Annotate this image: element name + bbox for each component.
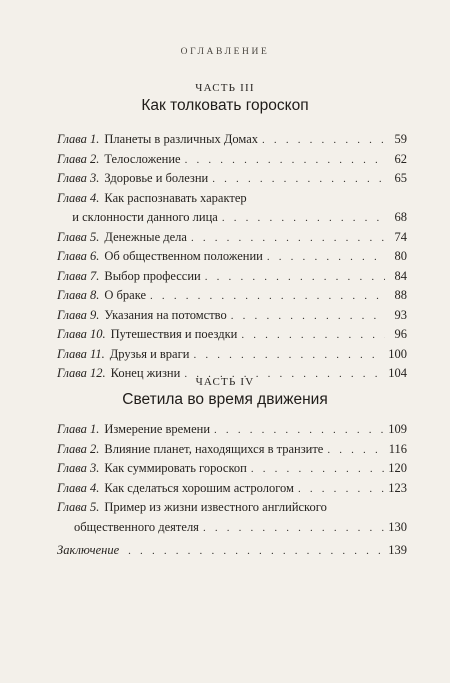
toc-entry[interactable] [57, 150, 407, 170]
leader-dots [205, 268, 385, 288]
toc-entry[interactable] [57, 518, 407, 538]
chapter-label: Глава 3. [57, 171, 100, 185]
toc-entry[interactable] [57, 286, 407, 306]
page-number: 109 [388, 422, 407, 436]
chapter-label: Глава 8. [57, 288, 100, 302]
chapter-title: Путешествия и поездки [110, 327, 238, 341]
part-4-label: ЧАСТЬ IV [195, 376, 255, 388]
chapter-label: Глава 4. [57, 480, 100, 495]
chapter-label: Глава 11. [57, 346, 105, 361]
page-number: 88 [394, 288, 407, 302]
leader-dots [193, 346, 384, 366]
page-number: 80 [394, 249, 407, 263]
chapter-title: Планеты в различных Домах [104, 132, 259, 146]
chapter-title: Как суммировать гороскоп [104, 461, 247, 475]
page-number: 139 [388, 543, 407, 557]
chapter-label: Глава 12. [57, 366, 106, 380]
chapter-label: Глава 5. [57, 229, 100, 244]
page-number: 120 [388, 461, 407, 475]
toc-entry[interactable] [57, 345, 407, 365]
toc-entry-conclusion[interactable] [57, 541, 407, 561]
leader-dots [191, 229, 385, 249]
leader-dots [267, 248, 385, 268]
page-number: 130 [388, 519, 407, 534]
chapter-title: Об общественном положении [104, 249, 263, 263]
page-number: 84 [394, 268, 407, 283]
chapter-title: Как сделаться хорошим астрологом [104, 480, 294, 495]
chapter-title: Выбор профессии [104, 268, 201, 283]
chapter-title: Денежные дела [104, 229, 187, 244]
page-number: 116 [388, 441, 407, 456]
toc-entry[interactable] [57, 479, 407, 499]
page-number: 74 [394, 229, 407, 244]
chapter-title: Телосложение [104, 151, 181, 166]
chapter-label: Глава 5. [57, 500, 100, 514]
chapter-label: Глава 10. [57, 327, 106, 341]
part-4-contents [57, 420, 407, 537]
chapter-title: Влияние планет, находящихся в транзите [104, 441, 324, 456]
leader-dots [251, 460, 384, 480]
chapter-label: Глава 9. [57, 307, 100, 322]
leader-dots [298, 480, 384, 500]
page-number: 93 [394, 307, 407, 322]
leader-dots [203, 519, 384, 539]
toc-entry[interactable] [57, 306, 407, 326]
chapter-title: Конец жизни [110, 366, 181, 380]
page-number: 59 [394, 132, 407, 146]
chapter-label: Глава 2. [57, 151, 100, 166]
toc-entry[interactable] [57, 440, 407, 460]
part-4-title: Светила во время движения [122, 391, 328, 408]
page-number: 100 [388, 346, 407, 361]
chapter-label: Глава 3. [57, 461, 100, 475]
chapter-title: Друзья и враги [109, 346, 190, 361]
leader-dots [222, 209, 385, 229]
leader-dots [327, 441, 384, 461]
toc-entry[interactable] [57, 130, 407, 150]
page-number: 96 [394, 327, 407, 341]
chapter-title: Указания на потомство [104, 307, 227, 322]
running-head: ОГЛАВЛЕНИЕ [180, 47, 270, 57]
chapter-title: О браке [104, 288, 147, 302]
page-number: 104 [388, 366, 407, 380]
chapter-title: Измерение времени [104, 422, 211, 436]
toc-entry[interactable] [57, 208, 407, 228]
toc-entry[interactable] [57, 420, 407, 440]
toc-entry[interactable] [57, 228, 407, 248]
part-3-label: ЧАСТЬ III [195, 82, 255, 94]
chapter-label: Глава 2. [57, 441, 100, 456]
chapter-label: Глава 6. [57, 249, 100, 263]
part-3-contents [57, 130, 407, 384]
toc-entry [57, 498, 407, 518]
chapter-label: Глава 1. [57, 132, 100, 146]
chapter-title: Здоровье и болезни [104, 171, 209, 185]
toc-entry[interactable] [57, 267, 407, 287]
page-number: 65 [394, 171, 407, 185]
chapter-title: Как распознавать характер [104, 190, 247, 205]
chapter-label: Глава 1. [57, 422, 100, 436]
toc-entry [57, 189, 407, 209]
page-number: 62 [394, 151, 407, 166]
chapter-label: Глава 7. [57, 268, 100, 283]
toc-entry[interactable] [57, 325, 407, 345]
conclusion-label: Заключение [57, 543, 120, 557]
page-number: 68 [394, 210, 407, 224]
leader-dots [241, 326, 385, 346]
leader-dots [128, 542, 384, 562]
leader-dots [150, 287, 385, 307]
page-number: 123 [388, 480, 407, 495]
toc-entry[interactable] [57, 459, 407, 479]
leader-dots [231, 307, 385, 327]
chapter-title: Пример из жизни известного английского [104, 500, 327, 514]
leader-dots [262, 131, 385, 151]
toc-entry[interactable] [57, 169, 407, 189]
toc-entry[interactable] [57, 247, 407, 267]
leader-dots [214, 421, 384, 441]
chapter-title: общественного деятеля [73, 519, 199, 534]
chapter-title: и склонности данного лица [72, 210, 218, 224]
part-3-title: Как толковать гороскоп [141, 97, 309, 114]
leader-dots [185, 151, 385, 171]
conclusion-contents [57, 541, 407, 561]
leader-dots [212, 170, 385, 190]
chapter-label: Глава 4. [57, 190, 100, 205]
